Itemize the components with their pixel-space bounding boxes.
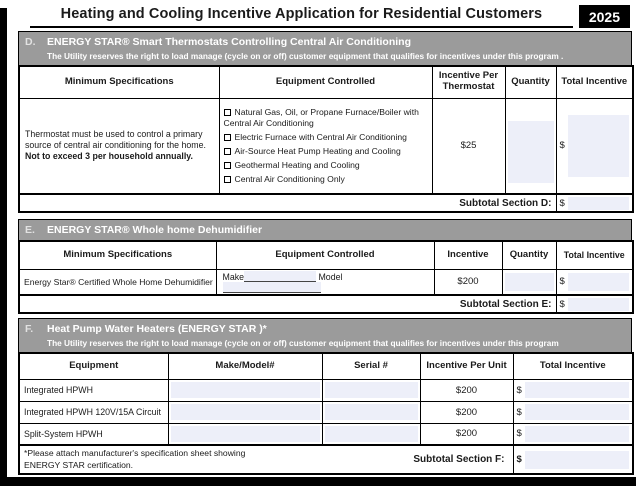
section-e-letter: E. <box>25 224 35 236</box>
subtotal-f-label: Subtotal Section F: <box>413 454 505 466</box>
make-model-cell <box>168 423 322 445</box>
section-e-header <box>18 219 632 240</box>
footnote-text: *Please attach manufacturer's specification sheet showing ENERGY STAR certification. <box>24 448 246 470</box>
section-f-title: Heat Pump Water Heaters (ENERGY STAR )* <box>47 323 267 335</box>
section-d-header <box>18 31 632 65</box>
total-incentive-field[interactable] <box>568 115 629 177</box>
dollar-prefix: $ <box>516 454 522 466</box>
checkbox-icon[interactable] <box>224 109 231 116</box>
model-label: Model <box>318 271 343 282</box>
dollar-prefix: $ <box>559 140 565 152</box>
section-f-subtitle: The Utility reserves the right to load manage (cycle on or off) customer equipment that qualifies for incentives under this program <box>47 338 559 348</box>
section-d-title: ENERGY STAR® Smart Thermostats Controlling Central Air Conditioning <box>47 36 411 48</box>
equipment-option-label: Natural Gas, Oil, or Propane Furnace/Boiler with Central Air Conditioning <box>223 106 419 128</box>
col-header-quantity: Quantity <box>505 66 556 98</box>
make-label: Make <box>222 271 245 282</box>
dollar-prefix: $ <box>559 276 565 288</box>
make-field[interactable] <box>244 271 316 282</box>
serial-field[interactable] <box>325 426 418 442</box>
checkbox-icon[interactable] <box>224 148 231 155</box>
form-page <box>18 5 632 475</box>
col-header-min-spec: Minimum Specifications <box>19 66 219 98</box>
total-incentive-cell <box>556 269 633 295</box>
total-incentive-cell <box>513 379 633 401</box>
col-header-total-incentive: Total Incentive <box>556 66 633 98</box>
total-incentive-field[interactable] <box>525 404 629 420</box>
min-spec-bold-text: Not to exceed 3 per household annually. <box>25 151 193 162</box>
dollar-prefix: $ <box>559 298 565 310</box>
col-header-equipment: Equipment Controlled <box>219 66 432 98</box>
incentive-value: $200 <box>420 423 513 445</box>
section-e-title: ENERGY STAR® Whole home Dehumidifier <box>47 224 263 236</box>
subtotal-e-label: Subtotal Section E: <box>19 295 556 313</box>
dehumidifier-spec: Energy Star® Certified Whole Home Dehumidifier <box>19 269 216 295</box>
make-model-cell <box>168 379 322 401</box>
page-left-edge <box>0 8 7 486</box>
page-bottom-edge <box>0 477 636 486</box>
section-f-table <box>18 352 634 475</box>
table-row <box>19 269 633 295</box>
page-title: Heating and Cooling Incentive Application for Residential Customers <box>30 6 573 28</box>
section-d-subtitle: The Utility reserves the right to load manage (cycle on or off) customer equipment that qualifies for incentives under this program . <box>47 51 564 61</box>
dollar-prefix: $ <box>516 384 522 396</box>
incentive-value: $200 <box>420 401 513 423</box>
section-f-header <box>18 318 632 352</box>
col-header-equipment: Equipment Controlled <box>216 241 434 269</box>
total-incentive-field[interactable] <box>525 382 629 398</box>
total-incentive-field[interactable] <box>525 426 629 442</box>
year-badge: 2025 <box>579 5 630 28</box>
col-header-serial: Serial # <box>322 353 420 379</box>
col-header-incentive-per-unit: Incentive Per Unit <box>420 353 513 379</box>
col-header-incentive-per-thermostat: Incentive Per Thermostat <box>432 66 505 98</box>
col-header-total-incentive: Total Incentive <box>513 353 633 379</box>
total-incentive-field[interactable] <box>568 273 629 291</box>
subtotal-e-cell <box>556 295 633 313</box>
col-header-total-incentive: Total Incentive <box>556 241 633 269</box>
section-e-table <box>18 240 634 314</box>
serial-field[interactable] <box>325 382 418 398</box>
col-header-quantity: Quantity <box>502 241 556 269</box>
subtotal-f-cell <box>513 445 633 474</box>
incentive-value: $200 <box>420 379 513 401</box>
form-header <box>30 5 630 28</box>
checkbox-icon[interactable] <box>224 162 231 169</box>
serial-cell <box>322 401 420 423</box>
col-header-incentive: Incentive <box>434 241 502 269</box>
make-model-cell <box>216 269 434 295</box>
table-row <box>19 98 633 194</box>
make-model-field[interactable] <box>171 426 320 442</box>
min-spec-text: Thermostat must be used to control a primary source of central air conditioning for the home. <box>25 128 206 151</box>
quantity-field[interactable] <box>508 121 554 183</box>
col-header-equipment: Equipment <box>19 353 168 379</box>
dollar-prefix: $ <box>516 428 522 440</box>
incentive-value: $200 <box>434 269 502 295</box>
total-incentive-cell <box>556 98 633 194</box>
make-model-field[interactable] <box>171 404 320 420</box>
subtotal-e-field[interactable] <box>568 298 629 311</box>
quantity-cell <box>502 269 556 295</box>
total-incentive-cell <box>513 423 633 445</box>
section-d-table <box>18 65 634 213</box>
serial-field[interactable] <box>325 404 418 420</box>
subtotal-d-label: Subtotal Section D: <box>19 194 556 212</box>
col-header-min-spec: Minimum Specifications <box>19 241 216 269</box>
model-field[interactable] <box>223 282 321 293</box>
equipment-name: Integrated HPWH <box>19 379 168 401</box>
table-row <box>19 423 633 445</box>
make-model-cell <box>168 401 322 423</box>
checkbox-icon[interactable] <box>224 176 231 183</box>
min-spec-cell <box>19 98 219 194</box>
equipment-name: Integrated HPWH 120V/15A Circuit <box>19 401 168 423</box>
equipment-option-label: Central Air Conditioning Only <box>234 173 345 184</box>
footnote-cell <box>19 445 513 474</box>
section-d-letter: D. <box>25 36 36 48</box>
table-row <box>19 379 633 401</box>
total-incentive-cell <box>513 401 633 423</box>
checkbox-icon[interactable] <box>224 134 231 141</box>
equipment-name: Split-System HPWH <box>19 423 168 445</box>
serial-cell <box>322 423 420 445</box>
dollar-prefix: $ <box>516 406 522 418</box>
serial-cell <box>322 379 420 401</box>
quantity-field[interactable] <box>505 273 554 291</box>
section-f-letter: F. <box>25 323 34 335</box>
quantity-cell <box>505 98 556 194</box>
dollar-prefix: $ <box>559 197 565 209</box>
make-model-field[interactable] <box>171 382 320 398</box>
table-row <box>19 401 633 423</box>
equipment-options-cell <box>219 98 432 194</box>
subtotal-f-field[interactable] <box>525 451 629 469</box>
subtotal-d-field[interactable] <box>568 197 629 210</box>
col-header-make-model: Make/Model# <box>168 353 322 379</box>
equipment-option-label: Electric Furnace with Central Air Conditioning <box>234 131 407 142</box>
equipment-option-label: Air-Source Heat Pump Heating and Cooling <box>234 145 401 156</box>
subtotal-d-cell <box>556 194 633 212</box>
equipment-option-label: Geothermal Heating and Cooling <box>234 159 360 170</box>
incentive-value: $25 <box>432 98 505 194</box>
